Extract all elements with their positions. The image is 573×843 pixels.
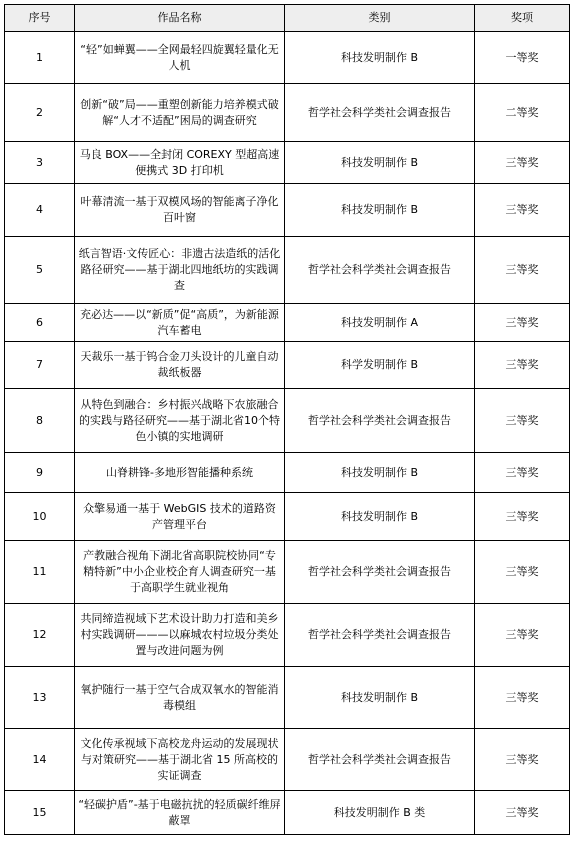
cell-category: 哲学社会科学类社会调查报告	[285, 604, 475, 667]
cell-award: 三等奖	[475, 342, 570, 389]
cell-name: 文化传承视域下高校龙舟运动的发展现状与对策研究——基于湖北省 15 所高校的实证调查	[75, 729, 285, 791]
table-header-row	[5, 5, 570, 32]
cell-award: 二等奖	[475, 84, 570, 142]
cell-category: 科技发明制作 B	[285, 142, 475, 184]
header-award: 奖项	[475, 5, 570, 32]
cell-name: 充必达——以“新质”促“高质”，为新能源汽车蓄电	[75, 304, 285, 342]
cell-seq: 15	[5, 791, 75, 835]
cell-name: “轻碳护盾”-基于电磁抗扰的轻质碳纤维屏蔽罩	[75, 791, 285, 835]
cell-category: 科学发明制作 B	[285, 342, 475, 389]
table-row	[5, 541, 570, 604]
cell-category: 哲学社会科学类社会调查报告	[285, 389, 475, 453]
cell-name: 从特色到融合：乡村振兴战略下农旅融合的实践与路径研究——基于湖北省10个特色小镇的实地调研	[75, 389, 285, 453]
cell-name: 氧护随行一基于空气合成双氧水的智能消毒模组	[75, 667, 285, 729]
cell-award: 三等奖	[475, 453, 570, 493]
cell-category: 科技发明制作 B	[285, 667, 475, 729]
cell-category: 科技发明制作 B	[285, 184, 475, 237]
cell-award: 三等奖	[475, 541, 570, 604]
table-row	[5, 389, 570, 453]
header-name: 作品名称	[75, 5, 285, 32]
cell-seq: 1	[5, 32, 75, 84]
cell-seq: 6	[5, 304, 75, 342]
table-row	[5, 304, 570, 342]
table-row	[5, 453, 570, 493]
cell-name: 纸言智语·文传匠心：非遗古法造纸的活化路径研究——基于湖北四地纸坊的实践调查	[75, 237, 285, 304]
cell-award: 三等奖	[475, 237, 570, 304]
cell-award: 三等奖	[475, 184, 570, 237]
table-row	[5, 667, 570, 729]
table-row	[5, 84, 570, 142]
header-category: 类别	[285, 5, 475, 32]
cell-seq: 2	[5, 84, 75, 142]
cell-award: 三等奖	[475, 389, 570, 453]
cell-name: 叶幕清流一基于双模风场的智能离子净化百叶窗	[75, 184, 285, 237]
cell-award: 一等奖	[475, 32, 570, 84]
cell-category: 科技发明制作 B	[285, 32, 475, 84]
table-row	[5, 237, 570, 304]
table-row	[5, 493, 570, 541]
awards-table	[4, 4, 570, 835]
cell-name: 天裁乐一基于钨合金刀头设计的儿童自动裁纸板器	[75, 342, 285, 389]
cell-seq: 11	[5, 541, 75, 604]
cell-category: 哲学社会科学类社会调查报告	[285, 237, 475, 304]
cell-name: 山脊耕锋-多地形智能播种系统	[75, 453, 285, 493]
cell-seq: 4	[5, 184, 75, 237]
cell-name: 众擎易通一基于 WebGIS 技术的道路资产管理平台	[75, 493, 285, 541]
cell-award: 三等奖	[475, 493, 570, 541]
cell-category: 科技发明制作 B	[285, 453, 475, 493]
table-row	[5, 142, 570, 184]
cell-category: 科技发明制作 B	[285, 493, 475, 541]
table-row	[5, 32, 570, 84]
cell-category: 科技发明制作 B 类	[285, 791, 475, 835]
table-row	[5, 729, 570, 791]
header-seq: 序号	[5, 5, 75, 32]
cell-award: 三等奖	[475, 791, 570, 835]
cell-award: 三等奖	[475, 304, 570, 342]
cell-seq: 5	[5, 237, 75, 304]
cell-category: 哲学社会科学类社会调查报告	[285, 541, 475, 604]
cell-name: 产教融合视角下湖北省高职院校协同“专精特新”中小企业校企育人调查研究一基于高职学生就业视角	[75, 541, 285, 604]
cell-name: “轻”如蝉翼——全网最轻四旋翼轻量化无人机	[75, 32, 285, 84]
cell-seq: 12	[5, 604, 75, 667]
cell-name: 共同缔造视域下艺术设计助力打造和美乡村实践调研———以麻城农村垃圾分类处置与改进问题为例	[75, 604, 285, 667]
cell-seq: 3	[5, 142, 75, 184]
cell-seq: 13	[5, 667, 75, 729]
table-row	[5, 604, 570, 667]
cell-award: 三等奖	[475, 142, 570, 184]
cell-seq: 8	[5, 389, 75, 453]
cell-name: 创新“破”局——重塑创新能力培养模式破解“人才不适配”困局的调查研究	[75, 84, 285, 142]
table-row	[5, 791, 570, 835]
table-row	[5, 184, 570, 237]
cell-category: 哲学社会科学类社会调查报告	[285, 84, 475, 142]
table-row	[5, 342, 570, 389]
cell-seq: 10	[5, 493, 75, 541]
cell-seq: 7	[5, 342, 75, 389]
cell-name: 马良 BOX——全封闭 COREXY 型超高速便携式 3D 打印机	[75, 142, 285, 184]
cell-award: 三等奖	[475, 729, 570, 791]
cell-category: 哲学社会科学类社会调查报告	[285, 729, 475, 791]
cell-seq: 9	[5, 453, 75, 493]
cell-award: 三等奖	[475, 604, 570, 667]
cell-award: 三等奖	[475, 667, 570, 729]
cell-category: 科技发明制作 A	[285, 304, 475, 342]
cell-seq: 14	[5, 729, 75, 791]
